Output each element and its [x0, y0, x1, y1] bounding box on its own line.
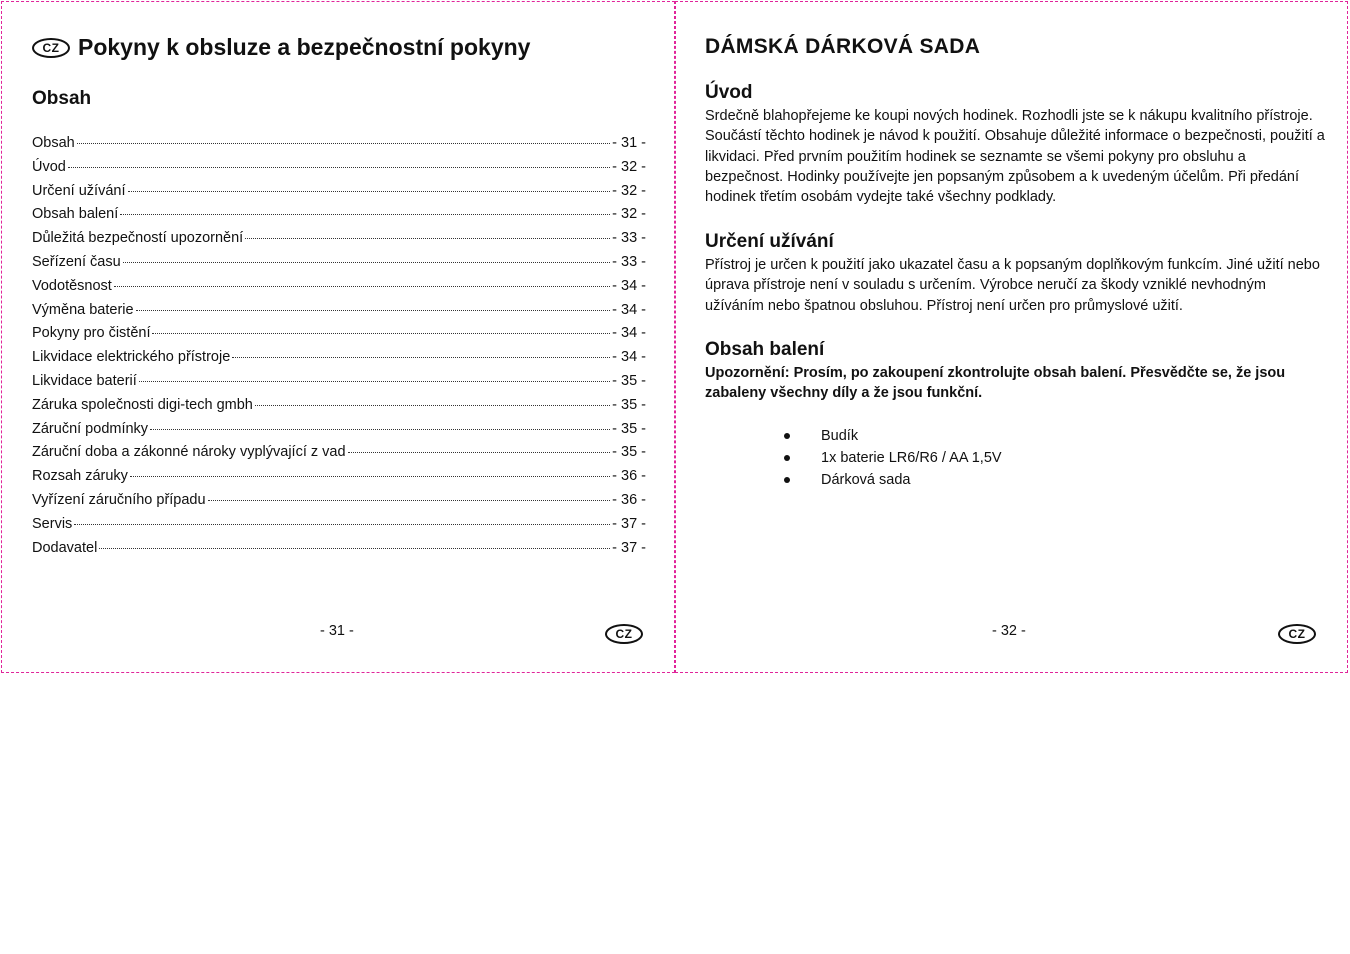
- toc-entry-page: - 31 -: [612, 135, 646, 151]
- toc-leader-dots: [68, 166, 610, 168]
- toc-entry-page: - 33 -: [612, 230, 646, 247]
- toc-entry-page: - 33 -: [612, 253, 646, 270]
- toc-leader-dots: [152, 332, 610, 334]
- toc-entry-page: - 32 -: [612, 158, 646, 175]
- toc-entry-label: Záruční doba a zákonné nároky vyplývající z vad: [32, 444, 346, 461]
- section-body: Srdečně blahopřejeme ke koupi nových hodinek. Rozhodli jste se k nákupu kvalitního přístroje. Součástí těchto hodinek je návod k použití. Obsahuje důležité informace o bezpečnosti, použití a likvidaci. Před prvním použitím hodinek se seznamte se všemi pokyny pro obsluhu a bezpečnost. Hodinky používejte jen popsaným způsobem a k uvedeným účelům. Při předání hodinek třetím osobám vydejte také všechny podklady.: [705, 108, 1325, 206]
- section-intended-use: [705, 231, 1325, 316]
- list-item: [784, 425, 1002, 447]
- toc-leader-dots: [255, 404, 610, 406]
- toc-entry-label: Vyřízení záručního případu: [32, 491, 206, 508]
- toc-leader-dots: [136, 309, 611, 311]
- toc-leader-dots: [114, 285, 610, 287]
- toc-leader-dots: [99, 547, 610, 549]
- toc-entry[interactable]: [32, 373, 646, 397]
- toc-leader-dots: [150, 428, 610, 430]
- section-body: Přístroj je určen k použití jako ukazatel času a k popsaným doplňkovým funkcím. Jiné užití nebo úprava přístroje není v souladu s určením. Výrobce neručí za škody vzniklé nevhodným užíváním nebo špatnou obsluhou. Přístroj není určen pro průmyslové užití.: [705, 257, 1320, 314]
- toc-entry[interactable]: [32, 421, 646, 445]
- bullet-icon: [784, 477, 790, 483]
- toc-leader-dots: [348, 451, 611, 453]
- list-item: [784, 447, 1002, 469]
- toc-entry-page: - 37 -: [612, 539, 646, 556]
- toc-entry-label: Záruční podmínky: [32, 420, 149, 437]
- toc-entry[interactable]: [32, 302, 646, 326]
- page-number: - 31 -: [320, 623, 354, 639]
- toc-entry-page: - 34 -: [612, 277, 646, 294]
- toc-entry-label: Seřízení času: [32, 253, 121, 270]
- toc-entry[interactable]: [32, 540, 646, 564]
- toc-leader-dots: [77, 142, 610, 144]
- toc-leader-dots: [245, 237, 610, 239]
- list-item: [784, 469, 1002, 491]
- page-title: DÁMSKÁ DÁRKOVÁ SADA: [705, 35, 981, 58]
- bullet-icon: [784, 455, 790, 461]
- toc-entry[interactable]: [32, 254, 646, 278]
- bullet-icon: [784, 433, 790, 439]
- cz-badge-icon: CZ: [605, 624, 643, 644]
- toc-entry-page: - 36 -: [612, 491, 646, 508]
- toc-entry-label: Obsah: [32, 135, 75, 151]
- toc-heading: Obsah: [32, 88, 92, 109]
- toc-entry-label: Rozsah záruky: [32, 468, 128, 485]
- toc-entry-page: - 37 -: [612, 515, 646, 532]
- toc-entry[interactable]: [32, 349, 646, 373]
- toc-entry-label: Dodavatel: [32, 539, 98, 556]
- toc-entry-label: Důležitá bezpečností upozornění: [32, 230, 244, 247]
- page-title: [32, 34, 530, 61]
- list-item-text: Budík: [821, 428, 859, 444]
- toc-leader-dots: [208, 499, 611, 501]
- toc-entry[interactable]: [32, 159, 646, 183]
- toc-entry-page: - 34 -: [612, 301, 646, 318]
- toc-entry[interactable]: [32, 135, 646, 159]
- toc-entry-page: - 35 -: [612, 420, 646, 437]
- toc-leader-dots: [74, 523, 610, 525]
- section-heading: Určení užívání: [705, 231, 834, 252]
- list-item-text: Dárková sada: [821, 472, 911, 488]
- toc-entry[interactable]: [32, 492, 646, 516]
- toc-entry-page: - 32 -: [612, 206, 646, 223]
- toc-leader-dots: [232, 356, 610, 358]
- toc-entry-page: - 35 -: [612, 444, 646, 461]
- table-of-contents: [32, 135, 646, 563]
- toc-entry-label: Záruka společnosti digi-tech gmbh: [32, 396, 253, 413]
- section-package-contents: [705, 339, 1325, 404]
- package-items-list: [784, 425, 1002, 491]
- page-title-text: Pokyny k obsluze a bezpečnostní pokyny: [78, 34, 531, 60]
- toc-entry-page: - 35 -: [612, 396, 646, 413]
- toc-entry[interactable]: [32, 516, 646, 540]
- toc-leader-dots: [139, 380, 610, 382]
- toc-entry-page: - 36 -: [612, 468, 646, 485]
- page-number: - 32 -: [992, 623, 1026, 639]
- toc-entry-label: Úvod: [32, 158, 66, 175]
- toc-entry-label: Servis: [32, 515, 73, 532]
- toc-entry[interactable]: [32, 183, 646, 207]
- toc-leader-dots: [123, 261, 610, 263]
- toc-entry[interactable]: [32, 230, 646, 254]
- toc-entry-label: Obsah balení: [32, 206, 119, 223]
- page-left: [1, 1, 675, 673]
- toc-entry-page: - 32 -: [612, 182, 646, 199]
- toc-leader-dots: [130, 475, 610, 477]
- toc-entry-label: Likvidace baterií: [32, 372, 137, 389]
- toc-entry[interactable]: [32, 278, 646, 302]
- section-heading: Obsah balení: [705, 339, 825, 360]
- cz-badge-icon: CZ: [1278, 624, 1316, 644]
- toc-entry-label: Likvidace elektrického přístroje: [32, 349, 231, 366]
- toc-entry[interactable]: [32, 444, 646, 468]
- toc-entry-page: - 34 -: [612, 325, 646, 342]
- toc-entry-label: Pokyny pro čistění: [32, 325, 151, 342]
- toc-leader-dots: [120, 213, 610, 215]
- list-item-text: 1x baterie LR6/R6 / AA 1,5V: [821, 450, 1002, 466]
- warning-text: Upozornění: Prosím, po zakoupení zkontrolujte obsah balení. Přesvědčte se, že jsou zabaleny všechny díly a že jsou funkční.: [705, 365, 1286, 402]
- toc-entry-label: Vodotěsnost: [32, 277, 112, 294]
- toc-entry[interactable]: [32, 325, 646, 349]
- toc-entry-label: Určení užívání: [32, 182, 126, 199]
- toc-entry-page: - 35 -: [612, 372, 646, 389]
- toc-entry[interactable]: [32, 397, 646, 421]
- toc-entry-page: - 34 -: [612, 349, 646, 366]
- toc-entry[interactable]: [32, 206, 646, 230]
- section-intro: [705, 82, 1325, 207]
- toc-entry-label: Výměna baterie: [32, 301, 134, 318]
- cz-badge-icon: CZ: [32, 38, 70, 58]
- section-heading: Úvod: [705, 82, 753, 103]
- page-right: [675, 1, 1348, 673]
- toc-entry[interactable]: [32, 468, 646, 492]
- toc-leader-dots: [128, 190, 611, 192]
